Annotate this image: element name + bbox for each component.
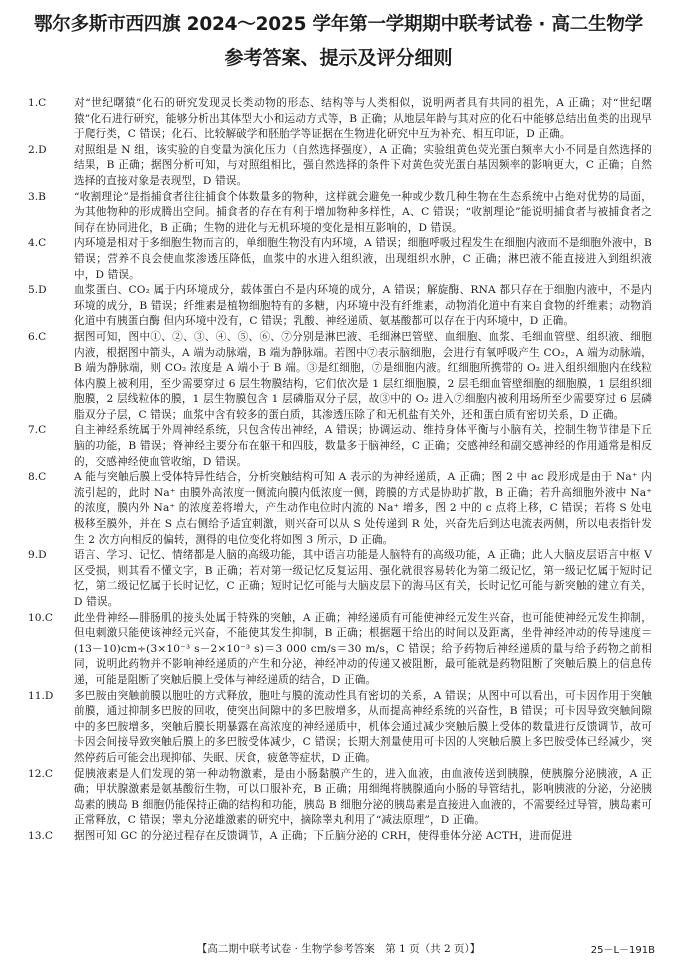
answer-key <box>28 689 72 705</box>
answer-letter: D <box>38 284 47 297</box>
answer-explanation: 语言、学习、记忆、情绪都是人脑的高级功能，其中语言功能是人脑特有的高级功能，A 正确；此人大脑皮层语言中枢 V 区受损，则其看不懂文字，B 正确；若对第一级记忆反复运用、强化就很容易转化为第二级记忆，第一级记忆属于短时记忆，第二级记忆属于长时记忆，C 正确；短时记忆可能与大脑皮层下的海马区有关，长时记忆可能与新突触的建立有关，D 错误。 <box>74 549 652 608</box>
answer-item <box>28 283 652 330</box>
answer-explanation: 对照组是 N 组，该实验的自变量为演化压力（自然选择强度），A 正确；实验组黄色荧光蛋白频率大小不同是自然选择的结果，B 正确；据图分析可知，与对照组相比，强自然选择的条件下对黄色荧光蛋白基因频率的影响更大，C 正确；自然选择的直接对象是表现型，D 错误。 <box>74 143 652 187</box>
question-number: 13. <box>28 829 45 842</box>
answer-explanation: 此坐骨神经—腓肠肌的接头处属于特殊的突触，A 正确；神经递质有可能使神经元发生兴奋，也可能使神经元发生抑制，但电刺激只能使该神经元兴奋，不能使其发生抑制，B 正确；根据题干给出的时间以及距离，坐骨神经冲动的传导速度＝(13－10)cm÷(3×10⁻³ s－2×10⁻³ s)＝3 000 cm/s＝30 m/s，C 错误；给予药物后神经递质的量与给予药物之前相同，说明此药物并不影响神经递质的产生和分泌，神经冲动的传递又被阻断，最可能就是药物阻断了突触后膜上的信息传递，可能是阻断了突触后膜上受体与神经递质的结合，D 正确。 <box>74 611 652 686</box>
answer-letter: D <box>44 689 54 702</box>
answer-explanation: 促胰液素是人们发现的第一种动物激素，是由小肠黏膜产生的，进入血液，由血液传送到胰腺，使胰腺分泌胰液，A 正确；甲状腺激素是氨基酸衍生物，可以口服补充，B 正确；用细绳将胰腺通向小肠的导管结扎，影响胰液的分泌，分泌胰岛素的胰岛 B 细胞仍能保持正确的结构和功能，胰岛 B 细胞分泌的胰岛素是直接进入血液的，不需要经过导管，胰岛素可正常释放，C 错误；睾丸分泌雄激素的研究中，摘除睾丸利用了“减法原理”，D 正确。 <box>74 767 652 827</box>
answer-key <box>28 96 72 112</box>
question-number: 9. <box>28 549 39 562</box>
answer-letter: B <box>38 190 46 203</box>
answer-explanation: 据图可知 GC 的分泌过程存在反馈调节，A 正确；下丘脑分泌的 CRH，使得垂体分泌 ACTH，进而促进 <box>74 829 573 842</box>
page-footer <box>0 941 677 957</box>
question-number: 8. <box>28 471 39 484</box>
answer-item <box>28 829 652 845</box>
answer-key <box>28 143 72 159</box>
answer-item <box>28 767 652 829</box>
answer-letter: C <box>38 471 47 484</box>
page-title: 鄂尔多斯市西四旗 2024～2025 学年第一学期期中联考试卷 · 高二生物学 <box>34 14 643 35</box>
answer-item <box>28 143 652 190</box>
answer-letter: C <box>38 97 47 109</box>
answer-list <box>28 96 652 930</box>
answer-item <box>28 330 652 424</box>
footer-code: 25－L－191B <box>590 945 655 956</box>
answer-key <box>28 548 72 564</box>
answer-key <box>28 190 72 206</box>
answer-explanation: 对“世纪曙猿”化石的研究发现灵长类动物的形态、结构等与人类相似，说明两者具有共同的祖先，A 正确；对“世纪曙猿”化石进行研究，能够分析出其体型大小和运动方式等，B 正确；从地层年龄与其对应的化石中能够总结出鱼类的出现早于爬行类，C 错误；化石、比较解破学和胚胎学等证据在生物进化研究中互为补充、相互印证，D 正确。 <box>74 97 652 141</box>
answer-explanation: 据图可知，图中①、②、③、④、⑤、⑥、⑦分别是淋巴液、毛细淋巴管壁、血细胞、血浆、毛细血管壁、组织液、细胞内液，根据图中箭头，A 端为动脉端，B 端为静脉端。若图中⑦表示脑细胞，会进行有氧呼吸产生 CO₂，A 端为动脉端，B 端为静脉端，则 CO₂ 浓度是 A 端小于 B 端。③是红细胞，⑦是细胞内液。红细胞所携带的 O₂ 进入组织细胞内在线粒体内膜上被利用，至少需要穿过 6 层生物膜结构，它们依次是 1 层红细胞膜，2 层毛细血管壁细胞的细胞膜，1 层组织细胞膜，2 层线粒体的膜，1 层生物膜包含 1 层磷脂双分子层，故③中的 O₂ 进入⑦细胞内被利用场所至少需要穿过 6 层磷脂双分子层，C 错误；血浆中含有较多的蛋白质，其渗透压除了和无机盐有关外，还和蛋白质有密切关系，D 正确。 <box>74 330 652 421</box>
answer-letter: C <box>44 767 53 780</box>
answer-explanation: “收割理论”是指捕食者往往捕食个体数量多的物种，这样就会避免一种或少数几种生物在生态系统中占绝对优势的局面，为其他物种的形成腾出空间。捕食者的存在有利于增加物种多样性，A、C 错误；“收割理论”能说明捕食者与被捕食者之间存在协同进化，B 正确；生物的进化与无机环境的变化是相互影响的，D 错误。 <box>74 190 652 234</box>
answer-item <box>28 190 652 237</box>
answer-explanation: 自主神经系统属于外周神经系统，只包含传出神经，A 错误；协调运动、维持身体平衡与小脑有关，控制生物节律是下丘脑的功能，B 错误；脊神经主要分布在躯干和四肢，数量多于脑神经，C 正确；交感神经和副交感神经的作用通常是相反的，交感神经使血管收缩，D 错误。 <box>74 424 652 468</box>
question-number: 10. <box>28 611 45 624</box>
answer-explanation: 内环境是相对于多细胞生物而言的，单细胞生物没有内环境，A 错误；细胞呼吸过程发生在细胞内液而不是细胞外液中，B 错误；营养不良会使血浆渗透压降低，血浆中的水进入组织液，出现组织水肿，C 正确；淋巴液不能直接进入到组织液中，D 错误。 <box>74 237 652 281</box>
question-number: 6. <box>28 330 39 343</box>
footer-text: 【高二期中联考试卷 · 生物学参考答案 第 1 页（共 2 页）】 <box>196 943 481 955</box>
answer-key <box>28 767 72 783</box>
page-subtitle: 参考答案、提示及评分细则 <box>224 47 453 69</box>
answer-letter: C <box>38 424 47 437</box>
answer-key <box>28 423 72 439</box>
answer-item <box>28 689 652 767</box>
answer-letter: C <box>38 237 47 250</box>
answer-explanation: 血浆蛋白、CO₂ 属于内环境成分，载体蛋白不是内环境的成分，A 错误；解旋酶、RNA 都只存在于细胞内液中，不是内环境的成分，B 错误；纤维素是植物细胞特有的多糖，内环境中没有纤维素，动物消化道中有来自食物的纤维素；动物消化道中有胰蛋白酶 但内环境中没有，C 错误；乳酸、神经递质、氨基酸都可以存在于内环境中，D 正确。 <box>74 284 652 328</box>
answer-item <box>28 470 652 548</box>
answer-letter: C <box>44 829 53 842</box>
answer-explanation: 多巴胺由突触前膜以胞吐的方式释放，胞吐与膜的流动性具有密切的关系，A 错误；从图中可以看出，可卡因作用于突触前膜，通过抑制多巴胺的回收，使突出间隙中的多巴胺增多，从而提高神经系统的兴奋性，B 错误；可卡因导致突触间隙中的多巴胺增多，突触后膜长期暴露在高浓度的神经递质中，机体会通过减少突触后膜上受体的数量进行反馈调节，故可卡因会间接导致突触后膜上的多巴胺受体减少，C 错误；长期大剂量使用可卡因的人突触后膜上多巴胺受体已经减少，突然停药后可能会出现抑郁、失眠、厌食，疲惫等症状，D 正确。 <box>74 689 652 764</box>
answer-key <box>28 829 72 845</box>
answer-letter: C <box>44 611 53 624</box>
question-number: 4. <box>28 237 39 250</box>
answer-key <box>28 611 72 627</box>
question-number: 3. <box>28 190 39 203</box>
answer-letter: D <box>38 143 47 156</box>
question-number: 11. <box>28 689 45 702</box>
answer-item <box>28 611 652 689</box>
question-number: 12. <box>28 767 45 780</box>
answer-key <box>28 283 72 299</box>
question-number: 5. <box>28 284 39 297</box>
question-number: 7. <box>28 424 39 437</box>
answer-key <box>28 470 72 486</box>
question-number: 1. <box>28 97 39 109</box>
question-number: 2. <box>28 143 39 156</box>
answer-key <box>28 330 72 346</box>
answer-explanation: A 能与突触后膜上受体特异性结合，分析突触结构可知 A 表示的为神经递质，A 正确；图 2 中 ac 段形成是由于 Na⁺ 内流引起的，此时 Na⁺ 由膜外高浓度一侧流向膜内低浓度一侧，跨膜的方式是协助扩散，B 正确；若升高细胞外液中 Na⁺ 的浓度，膜内外 Na⁺ 的浓度差将增大，产生动作电位时内流的 Na⁺ 增多，图 2 中的 c 点将上移，C 错误；若将 S 处电极移至膜外，并在 S 点右侧给予适宜刺激，则兴奋可以从 S 处传递到 R 处，兴奋先后到达电流表两侧，所以电表指针发生 2 次方向相反的偏转，测得的电位变化将如图 3 所示，D 正确。 <box>74 471 652 546</box>
answer-letter: D <box>38 549 47 562</box>
answer-item <box>28 423 652 470</box>
answer-letter: C <box>38 330 47 343</box>
answer-item <box>28 548 652 610</box>
answer-key <box>28 236 72 252</box>
answer-item <box>28 96 652 143</box>
answer-item <box>28 236 652 283</box>
